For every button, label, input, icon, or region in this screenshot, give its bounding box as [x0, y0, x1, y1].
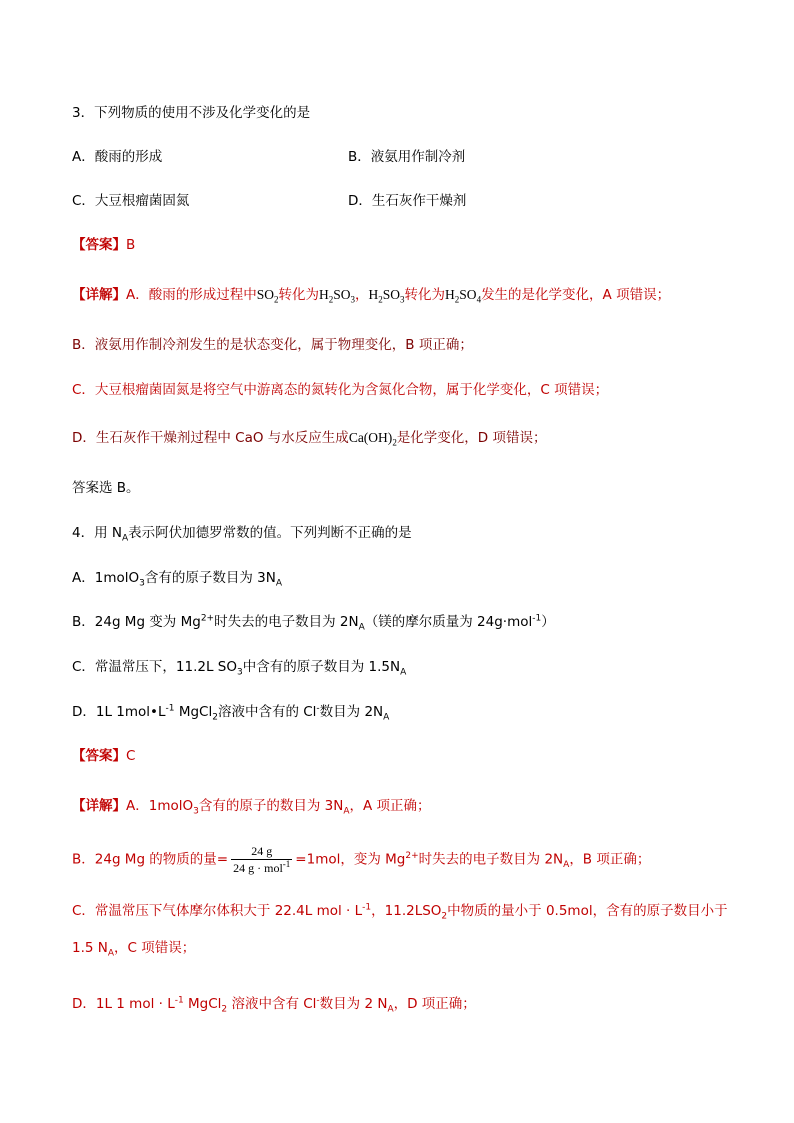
q3-detail-line-2: B．液氨用作制冷剂发生的是状态变化，属于物理变化，B 项正确；: [72, 337, 473, 353]
text: A．酸雨的形成过程中: [126, 287, 257, 303]
q4-detail-line-1: 【详解】A．1molO$_3$含有的原子的数目为 $3N_A$，A 项正确；: [72, 798, 431, 817]
fraction-24g-over-molar-mass: $\frac{24 g}{24 g \cdot mol^{-1}}$: [233, 844, 291, 875]
formula-h2so3: $H_2SO_3$: [319, 287, 356, 305]
text: 转化为: [404, 287, 446, 303]
q3-option-a: A．酸雨的形成: [72, 149, 163, 165]
text: 是化学变化，D 项错误；: [396, 430, 547, 446]
text: 转化为: [278, 287, 320, 303]
q3-option-c: C．大豆根瘤菌固氮: [72, 193, 190, 209]
q4-detail-line-4: D．1L 1 mol · $L^{-1}$ MgCl$_2$ 溶液中含有 Cl-数目为 2 $N_A$，D 项正确；: [72, 995, 476, 1015]
text: 发生的是化学变化，A 项错误；: [481, 287, 671, 303]
q4-option-a: A．1molO$_3$含有的原子数目为 $3N_A$: [72, 570, 283, 589]
q3-conclusion: 答案选 B。: [72, 480, 140, 496]
q3-detail-line-1: [72, 285, 670, 305]
answer-value: B: [126, 237, 136, 253]
formula-caoh2: $Ca(OH)_2$: [348, 430, 397, 448]
q4-stem: 4．用 $N_A$表示阿伏加德罗常数的值。下列判断不正确的是: [72, 525, 412, 544]
detail-label: 【详解】: [72, 798, 126, 814]
q4-answer: [72, 746, 135, 766]
q4-detail-line-2: B．24g Mg 的物质的量= $\frac{24 g}{24 g \cdot mol^{-1}}$ =1mol，变为 $Mg^{2+}$时失去的电子数目为 $2N_A$，B 项正确；: [72, 844, 651, 875]
q4-option-b: B．24g Mg 变为 $Mg^{2+}$时失去的电子数目为 $2N_A$（镁的摩尔质量为 24g·mol$^{-1}$）: [72, 613, 555, 633]
detail-label: 【详解】: [72, 287, 126, 303]
q3-option-d: D．生石灰作干燥剂: [348, 193, 467, 209]
answer-value: C: [126, 748, 136, 764]
formula-so2: $SO_2$: [256, 287, 279, 305]
answer-label: 【答案】: [72, 237, 126, 253]
formula-h2so4: $H_2SO_4$: [445, 287, 482, 305]
q4-option-c: C．常温常压下，11.2L $SO_3$中含有的原子数目为 $1.5N_A$: [72, 659, 407, 678]
answer-label: 【答案】: [72, 748, 126, 764]
formula-h2so3-2: $H_2SO_3$: [368, 287, 405, 305]
text: ，: [355, 287, 369, 303]
q3-stem: 3．下列物质的使用不涉及化学变化的是: [72, 105, 311, 121]
text: D．生石灰作干燥剂过程中 CaO 与水反应生成: [72, 430, 349, 446]
q3-option-b: B．液氨用作制冷剂: [348, 149, 466, 165]
q3-detail-line-3: C．大豆根瘤菌固氮是将空气中游离态的氮转化为含氮化合物，属于化学变化，C 项错误；: [72, 382, 609, 398]
q4-detail-line-3: C．常温常压下气体摩尔体积大于 22.4L mol · $L^{-1}$，$11.2LSO_2$中物质的量小于 0.5mol，含有的原子数目小于: [72, 902, 728, 922]
q3-detail-line-4: [72, 428, 547, 448]
q4-detail-line-3b: 1.5 $N_A$，C 项错误；: [72, 940, 196, 959]
q3-answer: [72, 235, 135, 255]
q4-option-d: D．1L $1mol•L^{-1}$ MgCl$_2$溶液中含有的 Cl-数目为 $2N_A$: [72, 703, 390, 723]
